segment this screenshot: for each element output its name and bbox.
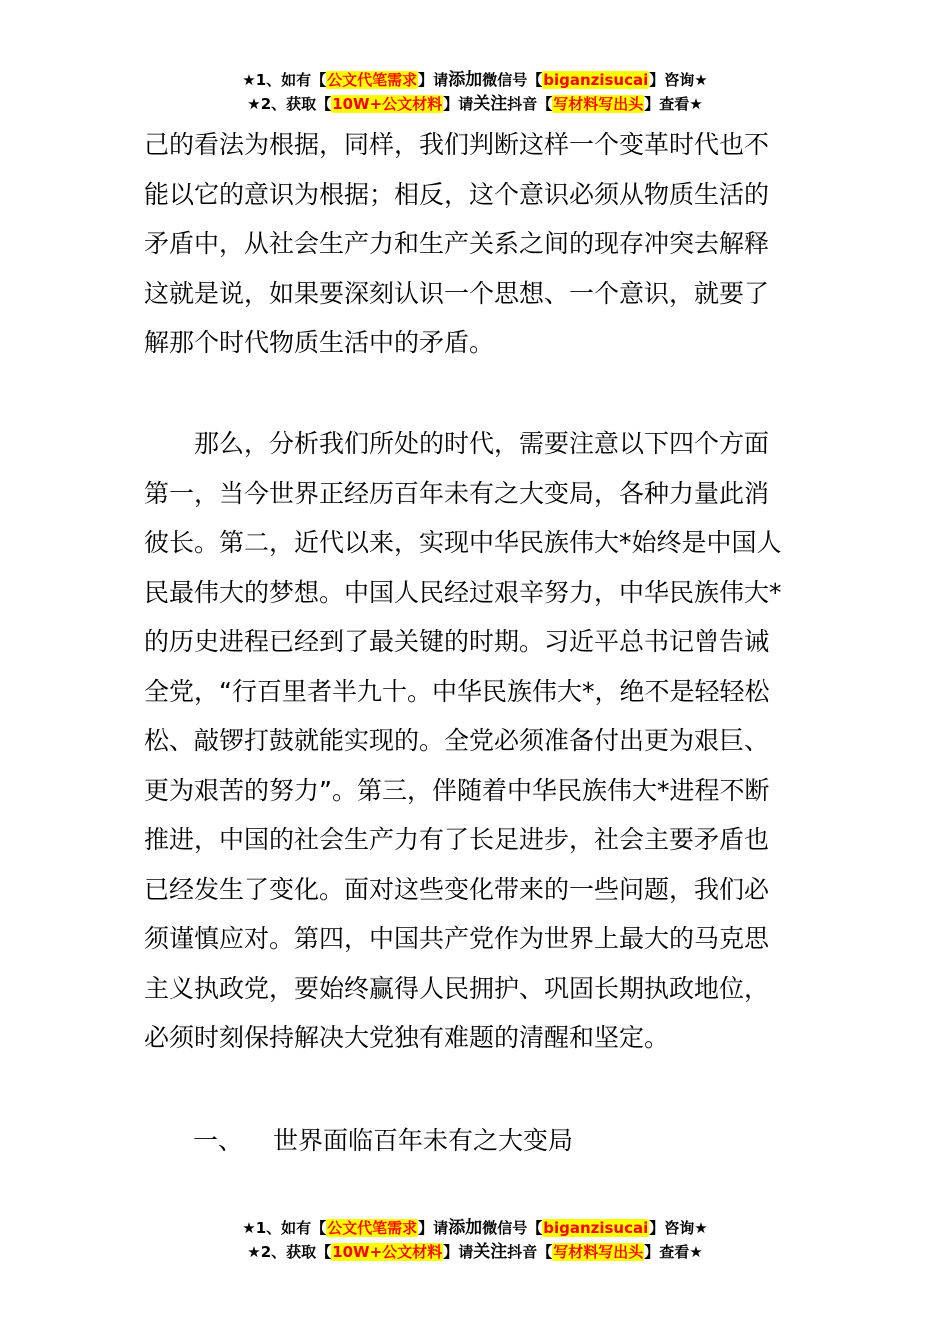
section-number: 一、	[193, 1126, 244, 1155]
paragraph-line: 主义执政党，要始终赢得人民拥护、巩固长期执政地位，	[144, 973, 770, 1003]
header-banner	[0, 68, 950, 116]
banner-highlight: 10W+公文材料	[332, 1243, 443, 1261]
banner-highlight: 写材料写出头	[553, 1243, 644, 1261]
banner-text: 】查看★	[644, 95, 703, 113]
banner-line-1	[0, 1216, 950, 1240]
paragraph-line: 更为艰苦的努力”。第三，伴随着中华民族伟大*进程不断	[144, 775, 770, 805]
paragraph-line: 那么，分析我们所处的时代，需要注意以下四个方面	[194, 429, 770, 458]
paragraph-line: 能以它的意识为根据；相反，这个意识必须从物质生活的	[144, 179, 770, 209]
banner-emphasis: 关注	[473, 1242, 508, 1262]
banner-text: 微信号【	[482, 1219, 543, 1237]
banner-line-2	[0, 92, 950, 116]
banner-text: 】请	[443, 95, 474, 113]
banner-line-1	[0, 68, 950, 92]
banner-text: ★2、获取【	[247, 95, 332, 113]
banner-text: 微信号【	[482, 71, 543, 89]
paragraph-line: 矛盾中，从社会生产力和生产关系之间的现存冲突去解释	[144, 229, 770, 258]
banner-emphasis: 添加	[448, 70, 483, 90]
paragraph-1	[144, 120, 808, 368]
paragraph-line: 彼长。第二，近代以来，实现中华民族伟大*始终是中国人	[144, 528, 782, 557]
banner-text: 】请	[443, 1243, 474, 1261]
paragraph-line: 推进，中国的社会生产力有了长足进步，社会主要矛盾也	[144, 825, 770, 854]
banner-text: 】请	[418, 1219, 449, 1237]
banner-highlight: 写材料写出头	[553, 95, 644, 113]
paragraph-line: 松、敲锣打鼓就能实现的。全党必须准备付出更为艰巨、	[144, 726, 770, 755]
banner-text: 】咨询★	[649, 1219, 708, 1237]
paragraph-line: 须谨慎应对。第四，中国共产党作为世界上最大的马克思	[144, 924, 770, 953]
banner-highlight: biganzisucai	[543, 71, 649, 89]
banner-text: 】请	[418, 71, 449, 89]
section-title: 世界面临百年未有之大变局	[273, 1126, 574, 1155]
banner-highlight: biganzisucai	[543, 1219, 649, 1237]
paragraph-line: 民最伟大的梦想。中国人民经过艰辛努力，中华民族伟大*	[144, 577, 782, 607]
banner-text: 】咨询★	[649, 71, 708, 89]
banner-text: ★1、如有【	[242, 71, 327, 89]
banner-line-2	[0, 1240, 950, 1264]
paragraph-line: 全党，“行百里者半九十。中华民族伟大*，绝不是轻轻松	[144, 676, 770, 706]
banner-text: ★2、获取【	[247, 1243, 332, 1261]
paragraph-line: 这就是说，如果要深刻认识一个思想、一个意识，就要了	[144, 278, 770, 308]
paragraph-2	[144, 419, 808, 1063]
paragraph-line: 必须时刻保持解决大党独有难题的清醒和坚定。	[144, 1023, 670, 1052]
paragraph-line: 的历史进程已经到了最关键的时期。习近平总书记曾告诫	[144, 627, 770, 656]
section-heading	[193, 1116, 573, 1166]
banner-text: 抖音【	[507, 1243, 553, 1261]
banner-emphasis: 添加	[448, 1218, 483, 1238]
banner-text: 】查看★	[644, 1243, 703, 1261]
paragraph-line: 己的看法为根据，同样，我们判断这样一个变革时代也不	[144, 130, 770, 159]
banner-text: ★1、如有【	[242, 1219, 327, 1237]
footer-banner	[0, 1216, 950, 1264]
banner-highlight: 公文代笔需求	[327, 1219, 418, 1237]
paragraph-line: 第一，当今世界正经历百年未有之大变局，各种力量此消	[144, 478, 770, 508]
banner-highlight: 公文代笔需求	[327, 71, 418, 89]
paragraph-line: 解那个时代物质生活中的矛盾。	[144, 328, 495, 357]
paragraph-line: 已经发生了变化。面对这些变化带来的一些问题，我们必	[144, 874, 770, 904]
banner-highlight: 10W+公文材料	[332, 95, 443, 113]
banner-text: 抖音【	[507, 95, 553, 113]
banner-emphasis: 关注	[473, 94, 508, 114]
